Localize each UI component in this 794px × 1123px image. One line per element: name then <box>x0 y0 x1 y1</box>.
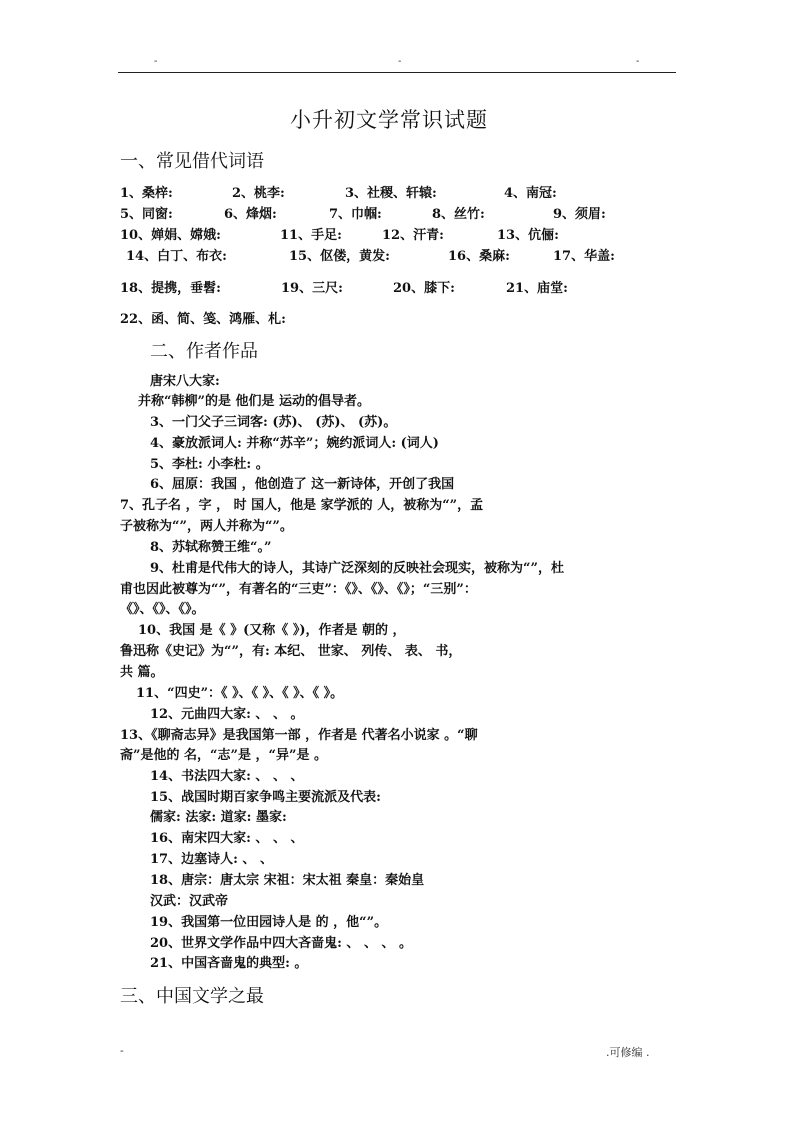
text-line: 3、一门父子三词客: (苏)、 (苏)、 (苏)。 <box>150 415 397 430</box>
question-item: 12、汗青: <box>382 228 444 243</box>
question-item: 17、华盖: <box>553 249 615 264</box>
text-line: 9、杜甫是代伟大的诗人，其诗广泛深刻的反映社会现实，被称为“”，杜 <box>150 561 565 576</box>
question-item: 22、函、简、笺、鸿雁、札: <box>120 312 286 327</box>
question-item: 11、手足: <box>280 228 342 243</box>
text-line: 21、中国吝啬鬼的典型: 。 <box>150 956 308 971</box>
text-line: 汉武：汉武帝 <box>150 894 229 909</box>
text-line: 鲁迅称《史记》为“”，有: 本纪、 世家、 列传、 表、 书， <box>120 644 462 659</box>
question-item: 14、白丁、布衣: <box>126 249 227 264</box>
question-item: 2、桃李: <box>232 186 285 201</box>
text-line: 唐宋八大家: <box>150 374 220 389</box>
text-line: 8、苏轼称赞王维“。” <box>150 540 272 555</box>
text-line: 15、战国时期百家争鸣主要流派及代表: <box>150 790 381 805</box>
question-row <box>120 182 680 200</box>
text-line: 12、元曲四大家: 、 、 。 <box>150 707 304 722</box>
text-line: 5、李杜: 小李杜: 。 <box>150 457 269 472</box>
text-line: 共 篇。 <box>120 665 164 680</box>
question-row <box>120 203 680 221</box>
header-mark-center: - <box>398 56 402 67</box>
header-rule <box>118 72 676 73</box>
text-line: 并称“韩柳”的是 他们是 运动的倡导者。 <box>138 394 371 409</box>
question-item: 10、婵娟、嫦娥: <box>120 228 221 243</box>
question-item: 15、伛偻，黄发: <box>289 249 390 264</box>
question-row <box>120 308 680 326</box>
question-item: 19、三尺: <box>281 281 343 296</box>
page-title: 小升初文学常识试题 <box>290 108 488 132</box>
question-item: 7、巾帼: <box>329 207 382 222</box>
question-row <box>120 277 680 295</box>
question-item: 5、同窗: <box>120 207 173 222</box>
question-item: 20、膝下: <box>393 281 455 296</box>
question-item: 8、丝竹: <box>432 207 485 222</box>
question-item: 13、伉俪: <box>497 228 559 243</box>
question-item: 1、桑梓: <box>120 186 173 201</box>
text-line: 4、豪放派词人: 并称“苏辛”；婉约派词人: (词人) <box>150 436 439 451</box>
text-line: 10、我国 是《 》(又称《 》)，作者是 朝的 ， <box>138 623 406 638</box>
text-line: 斋”是他的 名，“志”是 ，“异”是 。 <box>120 748 327 763</box>
header-mark-right: - <box>636 56 640 67</box>
question-row <box>126 245 686 263</box>
question-item: 18、提携，垂髫: <box>120 281 221 296</box>
section-heading-1: 一、常见借代词语 <box>120 151 264 172</box>
text-line: 19、我国第一位田园诗人是 的 ，他“”。 <box>150 915 388 930</box>
text-line: 6、屈原：我国 ，他创造了 这一新诗体，开创了我国 <box>150 477 455 492</box>
text-line: 7、孔子名 ，字 ， 时 国人，他是 家学派的 人，被称为“”，孟 <box>120 498 484 513</box>
text-line: 20、世界文学作品中四大吝啬鬼: 、 、 、 。 <box>150 936 412 951</box>
question-item: 16、桑麻: <box>448 249 510 264</box>
text-line: 子被称为“”，两人并称为“”。 <box>120 519 293 534</box>
question-item: 4、南冠: <box>504 186 557 201</box>
footer-note: .可修编 . <box>606 1046 650 1059</box>
text-line: 甫也因此被尊为“”，有著名的“三吏”：《》、《》、《》；“三别”： <box>120 582 477 597</box>
question-row <box>120 224 680 242</box>
text-line: 13、《聊斋志异》是我国第一部 ，作者是 代著名小说家 。“聊 <box>120 728 478 743</box>
text-line: 16、南宋四大家: 、 、 、 <box>150 831 304 846</box>
text-line: 17、边塞诗人: 、 、 <box>150 852 273 867</box>
section-heading-3: 三、中国文学之最 <box>120 986 264 1007</box>
text-line: 儒家: 法家: 道家: 墨家: <box>150 810 287 825</box>
text-line: 11、“四史”：《 》、《 》、《 》、《 》。 <box>136 686 344 701</box>
text-line: 14、书法四大家: 、 、 、 <box>150 769 304 784</box>
question-item: 21、庙堂: <box>506 281 568 296</box>
footer-mark-left: - <box>120 1044 124 1057</box>
text-line: 18、唐宗：唐太宗 宋祖：宋太祖 秦皇：秦始皇 <box>150 873 425 888</box>
text-line: 《》、《》、《》。 <box>120 602 205 617</box>
question-item: 3、社稷、轩辕: <box>345 186 437 201</box>
question-item: 9、须眉: <box>553 207 606 222</box>
question-item: 6、烽烟: <box>224 207 277 222</box>
header-mark-left: - <box>154 56 158 67</box>
section-heading-2: 二、作者作品 <box>150 341 258 362</box>
